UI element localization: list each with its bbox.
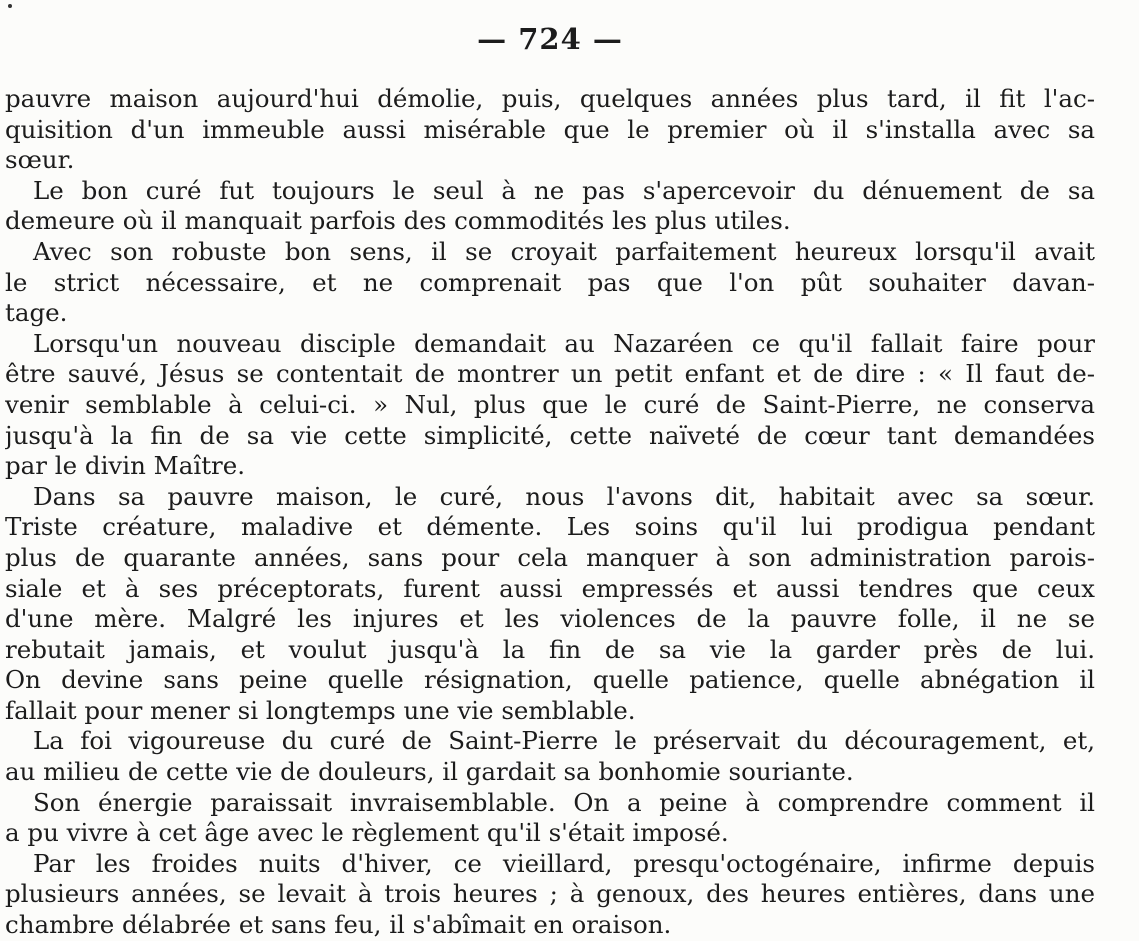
text-line: tage.	[5, 298, 68, 328]
text-line: Lorsqu'un nouveau disciple demandait au Nazaréen ce qu'il fallait faire pour	[33, 328, 1095, 358]
text-line: fallait pour mener si longtemps une vie semblable.	[5, 695, 636, 725]
text-line: quisition d'un immeuble aussi misérable que le premier où il s'installa avec sa	[5, 114, 1095, 144]
text-line: Son énergie paraissait invraisemblable. On a peine à comprendre comment il	[33, 787, 1095, 817]
text-line: pauvre maison aujourd'hui démolie, puis, quelques années plus tard, il fit l'ac-	[5, 84, 1095, 113]
text-line: On devine sans peine quelle résignation, quelle patience, quelle abnégation il	[5, 665, 1095, 695]
text-line: Par les froides nuits d'hiver, ce vieillard, presqu'octogénaire, infirme depuis	[33, 848, 1095, 878]
text-line: Avec son robuste bon sens, il se croyait parfaitement heureux lorsqu'il avait	[33, 236, 1095, 266]
text-line: La foi vigoureuse du curé de Saint-Pierre le préservait du découragement, et,	[33, 726, 1095, 756]
body-text	[5, 84, 1095, 941]
text-line: Triste créature, maladive et démente. Les soins qu'il lui prodigua pendant	[5, 512, 1095, 542]
text-line: le strict nécessaire, et ne comprenait pas que l'on pût souhaiter davan-	[5, 267, 1095, 297]
text-line: venir semblable à celui-ci. » Nul, plus que le curé de Saint-Pierre, ne conserva	[5, 389, 1095, 419]
scan-speck	[8, 4, 12, 8]
text-line: chambre délabrée et sans feu, il s'abîmait en oraison.	[5, 910, 672, 940]
text-line: sœur.	[5, 145, 75, 175]
text-line: jusqu'à la fin de sa vie cette simplicité, cette naïveté de cœur tant demandées	[5, 420, 1095, 450]
text-line: demeure où il manquait parfois des commodités les plus utiles.	[5, 206, 791, 236]
text-line: d'une mère. Malgré les injures et les violences de la pauvre folle, il ne se	[5, 604, 1095, 634]
text-line: Dans sa pauvre maison, le curé, nous l'avons dit, habitait avec sa sœur.	[33, 481, 1095, 511]
text-line: être sauvé, Jésus se contentait de montrer un petit enfant et de dire : « Il faut de-	[5, 359, 1095, 389]
text-line: Le bon curé fut toujours le seul à ne pas s'apercevoir du dénuement de sa	[33, 175, 1095, 205]
text-line: par le divin Maître.	[5, 451, 246, 481]
page-number: — 724 —	[477, 22, 623, 56]
text-line: rebutait jamais, et voulut jusqu'à la fin de sa vie la garder près de lui.	[5, 634, 1095, 664]
text-line: au milieu de cette vie de douleurs, il gardait sa bonhomie souriante.	[5, 757, 854, 787]
text-line: siale et à ses préceptorats, furent aussi empressés et aussi tendres que ceux	[5, 573, 1095, 603]
text-line: plus de quarante années, sans pour cela manquer à son administration parois-	[5, 542, 1095, 572]
text-line: a pu vivre à cet âge avec le règlement qu'il s'était imposé.	[5, 818, 729, 848]
text-line: plusieurs années, se levait à trois heures ; à genoux, des heures entières, dans une	[5, 879, 1095, 909]
